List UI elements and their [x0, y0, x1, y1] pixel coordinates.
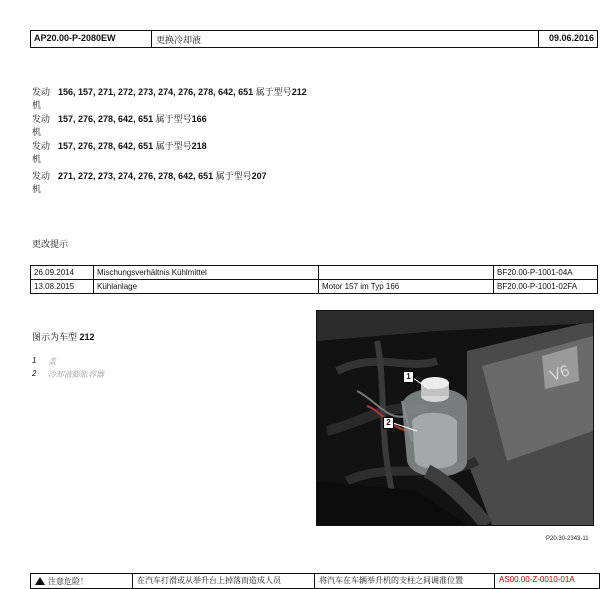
legend-item: [32, 356, 56, 367]
engine-label: 发动机: [32, 87, 51, 110]
change-desc: Mischungsverhältnis Kühlmittel: [94, 266, 319, 280]
warning-label: 注意危险！: [48, 576, 88, 586]
engine-line: [32, 140, 207, 166]
legend-text: 冷却液膨胀容器: [48, 370, 104, 379]
change-desc: Kühlanlage: [94, 280, 319, 294]
engine-type: 212: [291, 87, 307, 97]
warning-measure: 将汽车在车辆举升机的支柱之间调准位置: [315, 574, 495, 588]
engine-label: 发动机: [32, 114, 51, 137]
warning-risk: 在汽车打滑或从举升台上掉落而造成人员: [133, 574, 315, 588]
table-row: [31, 266, 598, 280]
engine-photo: [316, 310, 594, 526]
caption-prefix: 图示为车型: [32, 332, 78, 342]
engine-label: 发动机: [32, 141, 51, 164]
change-ref: BF20.00-P-1001-02FA: [494, 280, 598, 294]
engine-suffix: 属于型号: [153, 141, 192, 151]
figure-caption: [32, 330, 95, 343]
engine-suffix: 属于型号: [153, 114, 192, 124]
engine-suffix: 属于型号: [213, 171, 252, 181]
figure-id: P20.30-2343-11: [546, 536, 589, 542]
engine-type: 166: [191, 114, 207, 124]
doc-id: AP20.00-P-2080EW: [31, 31, 152, 47]
engine-line: [32, 113, 207, 139]
warning-row: [30, 573, 600, 589]
engine-bay-illustration: [317, 311, 593, 525]
legend-num: 1: [32, 356, 37, 365]
engine-line: [32, 170, 267, 196]
callout-1: 1: [403, 371, 414, 383]
change-notes-title: 更改提示: [32, 239, 69, 249]
legend-text: 盖: [48, 357, 56, 366]
change-table: [30, 265, 598, 294]
change-ref: BF20.00-P-1001-04A: [494, 266, 598, 280]
engine-models: 157, 276, 278, 642, 651: [58, 114, 154, 124]
change-date: 26.09.2014: [31, 266, 94, 280]
engine-label: 发动机: [32, 171, 51, 194]
engine-line: [32, 86, 307, 112]
callout-2: 2: [383, 417, 394, 429]
doc-title: 更换冷却液: [152, 31, 539, 47]
change-date: 13.08.2015: [31, 280, 94, 294]
engine-type: 218: [191, 141, 207, 151]
document-header: [30, 30, 598, 48]
legend-item: [32, 369, 104, 380]
engine-models: 157, 276, 278, 642, 651: [58, 141, 154, 151]
warning-ref-link[interactable]: AS00.00-Z-0010-01A: [499, 575, 575, 584]
engine-models: 156, 157, 271, 272, 273, 274, 276, 278, 642, 651: [58, 87, 254, 97]
doc-date: 09.06.2016: [548, 33, 594, 43]
engine-suffix: 属于型号: [253, 87, 292, 97]
legend-num: 2: [32, 369, 37, 378]
engine-type: 207: [251, 171, 267, 181]
svg-text:V6: V6: [547, 362, 572, 386]
change-scope: [319, 266, 494, 280]
change-scope: Motor 157 im Typ 166: [319, 280, 494, 294]
caption-model: 212: [79, 332, 95, 342]
engine-models: 271, 272, 273, 274, 276, 278, 642, 651: [58, 171, 214, 181]
table-row: [31, 280, 598, 294]
